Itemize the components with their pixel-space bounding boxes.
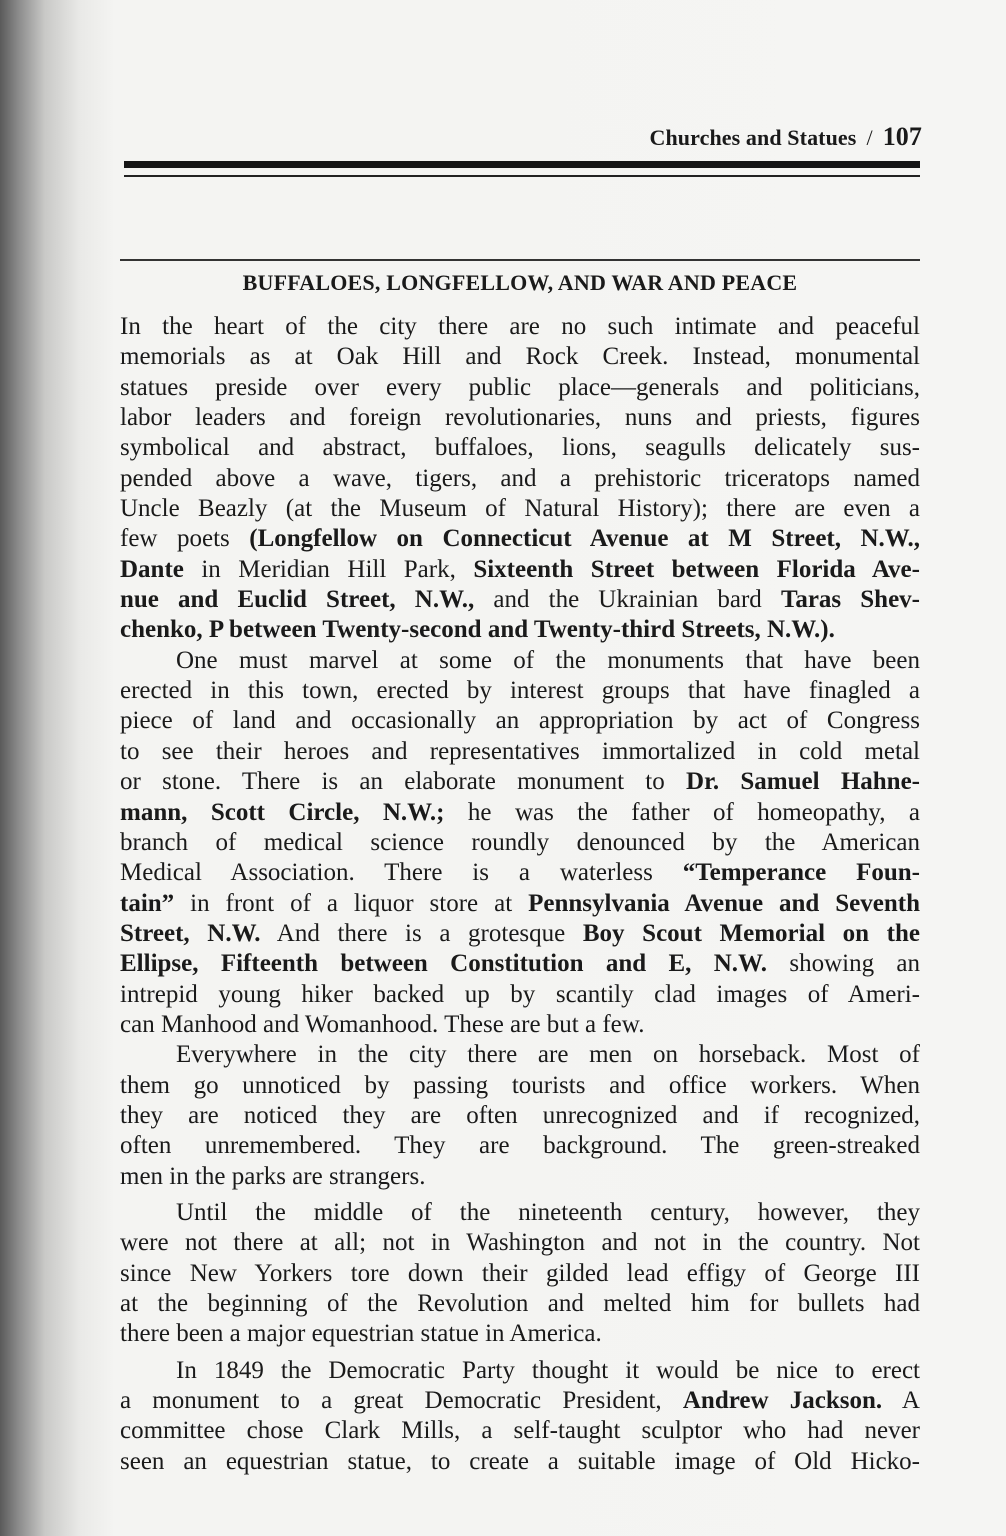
text-line (120, 1447, 920, 1477)
text-line (120, 706, 920, 736)
page-number: 107 (882, 122, 922, 151)
text-line (120, 919, 920, 949)
text-run: a monument to a great Democratic President, (120, 1387, 683, 1415)
text-line (120, 373, 920, 403)
paragraph (120, 1040, 920, 1192)
text-run: often unremembered. They are background. The green-streaked (120, 1132, 920, 1160)
text-run: erected in this town, erected by interest groups that have finagled a (120, 677, 920, 705)
text-run: and the Ukrainian bard (474, 586, 781, 614)
text-run: can Manhood and Womanhood. These are but a few. (120, 1010, 645, 1038)
text-line (120, 615, 920, 645)
running-title: Churches and Statues (649, 125, 857, 150)
text-run: Until the middle of the nineteenth century, however, they (176, 1198, 920, 1226)
text-line (120, 1198, 920, 1228)
text-line (120, 1416, 920, 1446)
text-line (120, 312, 920, 342)
text-line (120, 949, 920, 979)
text-run: Uncle Beazly (at the Museum of Natural History); there are even a (120, 495, 920, 523)
text-line (120, 585, 920, 615)
text-run: there been a major equestrian statue in America. (120, 1320, 602, 1348)
bold-place-name: chenko, P between Twenty-second and Twenty-third Streets, N.W.). (120, 616, 835, 644)
text-run: A (882, 1387, 920, 1415)
text-line (120, 555, 920, 585)
text-run: were not there at all; not in Washington and not in the country. Not (120, 1229, 920, 1257)
text-run: symbolical and abstract, buffaloes, lions, seagulls delicately sus- (120, 434, 920, 462)
bold-place-name: (Longfellow on Connecticut Avenue at M Street, N.W., (249, 525, 921, 553)
text-line (120, 1071, 920, 1101)
text-line (120, 798, 920, 828)
text-run: seen an equestrian statue, to create a suitable image of Old Hicko- (120, 1447, 920, 1475)
text-run: showing an (767, 950, 921, 978)
paragraph (120, 1198, 920, 1350)
text-run: Medical Association. There is a waterless (120, 859, 683, 887)
text-line (120, 889, 920, 919)
text-line (120, 433, 920, 463)
bold-place-name: tain” (120, 889, 175, 917)
text-run: One must marvel at some of the monuments that have been (176, 646, 920, 674)
paragraph (120, 1356, 920, 1477)
text-line (120, 1356, 920, 1386)
header-rule-thin (124, 175, 920, 177)
text-line (120, 858, 920, 888)
text-run: pended above a wave, tigers, and a prehistoric triceratops named (120, 464, 920, 492)
text-line (120, 342, 920, 372)
text-line (120, 1040, 920, 1070)
text-run: or stone. There is an elaborate monument to (120, 768, 687, 796)
text-run: since New Yorkers tore down their gilded lead effigy of George III (120, 1259, 920, 1287)
text-line (120, 1101, 920, 1131)
text-line (120, 676, 920, 706)
section-rule (120, 259, 920, 261)
text-line (120, 1228, 920, 1258)
text-run: in front of a liquor store at (174, 889, 529, 917)
bold-place-name: mann, Scott Circle, N.W.; (120, 798, 445, 826)
header-rule-thick (124, 161, 920, 168)
paragraph (120, 646, 920, 1040)
bold-place-name: Dante (120, 555, 184, 583)
paragraph (120, 312, 920, 646)
text-line (120, 828, 920, 858)
bold-place-name: Ellipse, Fifteenth between Constitution and E, N.W. (120, 950, 768, 978)
running-head (649, 122, 922, 152)
text-run: they are noticed they are often unrecognized and if recognized, (120, 1101, 920, 1129)
text-run: he was the father of homeopathy, a (444, 798, 920, 826)
text-line (120, 1162, 920, 1192)
text-line (120, 646, 920, 676)
text-line (120, 1319, 920, 1349)
body-text (120, 312, 920, 1477)
text-run: committee chose Clark Mills, a self-taught sculptor who had never (120, 1417, 920, 1445)
text-run: statues preside over every public place—generals and politicians, (120, 373, 920, 401)
text-line (120, 494, 920, 524)
text-run: Everywhere in the city there are men on horseback. Most of (176, 1041, 920, 1069)
text-line (120, 1289, 920, 1319)
bold-place-name: Boy Scout Memorial on the (582, 919, 921, 947)
text-line (120, 1131, 920, 1161)
bold-place-name: Pennsylvania Avenue and Seventh (528, 889, 920, 917)
text-line (120, 403, 920, 433)
bold-place-name: “Temperance Foun- (682, 859, 920, 887)
bold-place-name: Taras Shev- (780, 586, 920, 614)
bold-place-name: Street, N.W. (120, 919, 261, 947)
text-run: memorials as at Oak Hill and Rock Creek. Instead, monumental (120, 343, 920, 371)
text-run: at the beginning of the Revolution and melted him for bullets had (120, 1290, 920, 1317)
text-run: labor leaders and foreign revolutionaries, nuns and priests, figures (120, 404, 920, 432)
text-line (120, 980, 920, 1010)
running-head-separator: / (866, 125, 873, 150)
text-line (120, 737, 920, 767)
text-line (120, 464, 920, 494)
bold-place-name: Sixteenth Street between Florida Ave- (473, 555, 920, 583)
text-run: to see their heroes and representatives immortalized in cold metal (120, 737, 920, 765)
text-line (120, 1386, 920, 1416)
text-run: piece of land and occasionally an appropriation by act of Congress (120, 707, 920, 735)
text-run: And there is a grotesque (260, 919, 583, 947)
text-run: In 1849 the Democratic Party thought it would be nice to erect (176, 1356, 920, 1384)
section-title: BUFFALOES, LONGFELLOW, AND WAR AND PEACE (242, 270, 798, 295)
text-line (120, 1259, 920, 1289)
text-line (120, 524, 920, 554)
text-run: men in the parks are strangers. (120, 1162, 426, 1190)
text-run: intrepid young hiker backed up by scantily clad images of Ameri- (120, 980, 920, 1008)
text-run: branch of medical science roundly denounced by the American (120, 828, 920, 856)
bold-place-name: nue and Euclid Street, N.W., (120, 586, 475, 614)
text-run: in Meridian Hill Park, (183, 555, 474, 583)
bold-place-name: Dr. Samuel Hahne- (686, 768, 920, 796)
text-line (120, 1010, 920, 1040)
text-run: few poets (120, 525, 250, 553)
bold-place-name: Andrew Jackson. (682, 1387, 883, 1415)
text-run: them go unnoticed by passing tourists and office workers. When (120, 1071, 920, 1099)
text-line (120, 767, 920, 797)
text-run: In the heart of the city there are no such intimate and peaceful (120, 313, 920, 340)
